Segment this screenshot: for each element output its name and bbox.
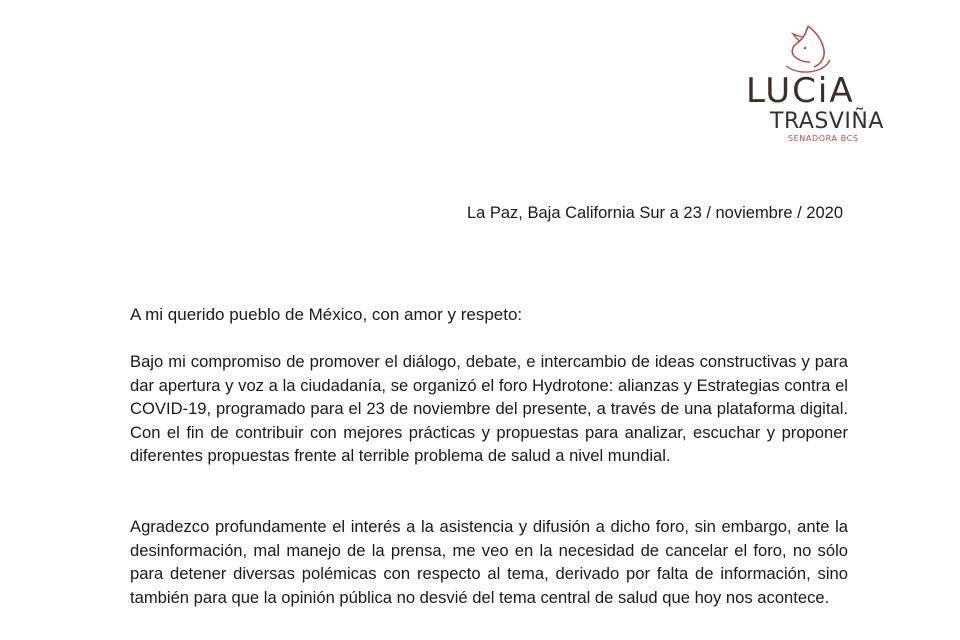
body-paragraph-2: Agradezco profundamente el interés a la asistencia y difusión a dicho foro, sin embargo, ante la desinformación, mal manejo de la prensa, me veo en la necesidad de cancelar el foro, no sólo para detener diversas polémicas con respecto al tema, derivado por falta de información, sino también para que la opinión pública no desvié del tema central de salud que hoy nos acontece.	[130, 517, 848, 607]
letterhead-subtitle: SENADORA BCS	[788, 134, 859, 143]
letterhead-logo	[744, 22, 884, 147]
dateline: La Paz, Baja California Sur a 23 / noviembre / 2020	[466, 204, 843, 222]
letterhead-surname: TRASVIÑA	[770, 109, 884, 134]
letterhead-name: LUCiA	[746, 71, 855, 111]
body-paragraph-1: Bajo mi compromiso de promover el diálogo, debate, e intercambio de ideas constructivas y para dar apertura y voz a la ciudadanía, se organizó el foro Hydrotone: alianzas y Estrategias contra el COVID-19, programado para el 23 de noviembre del presente, a través de una plataforma digital. Con el fin de contribuir con mejores prácticas y propuestas para analizar, escuchar y proponer diferentes propuestas frente al terrible problema de salud a nivel mundial.	[130, 352, 848, 465]
greeting: A mi querido pueblo de México, con amor y respeto:	[130, 305, 523, 324]
